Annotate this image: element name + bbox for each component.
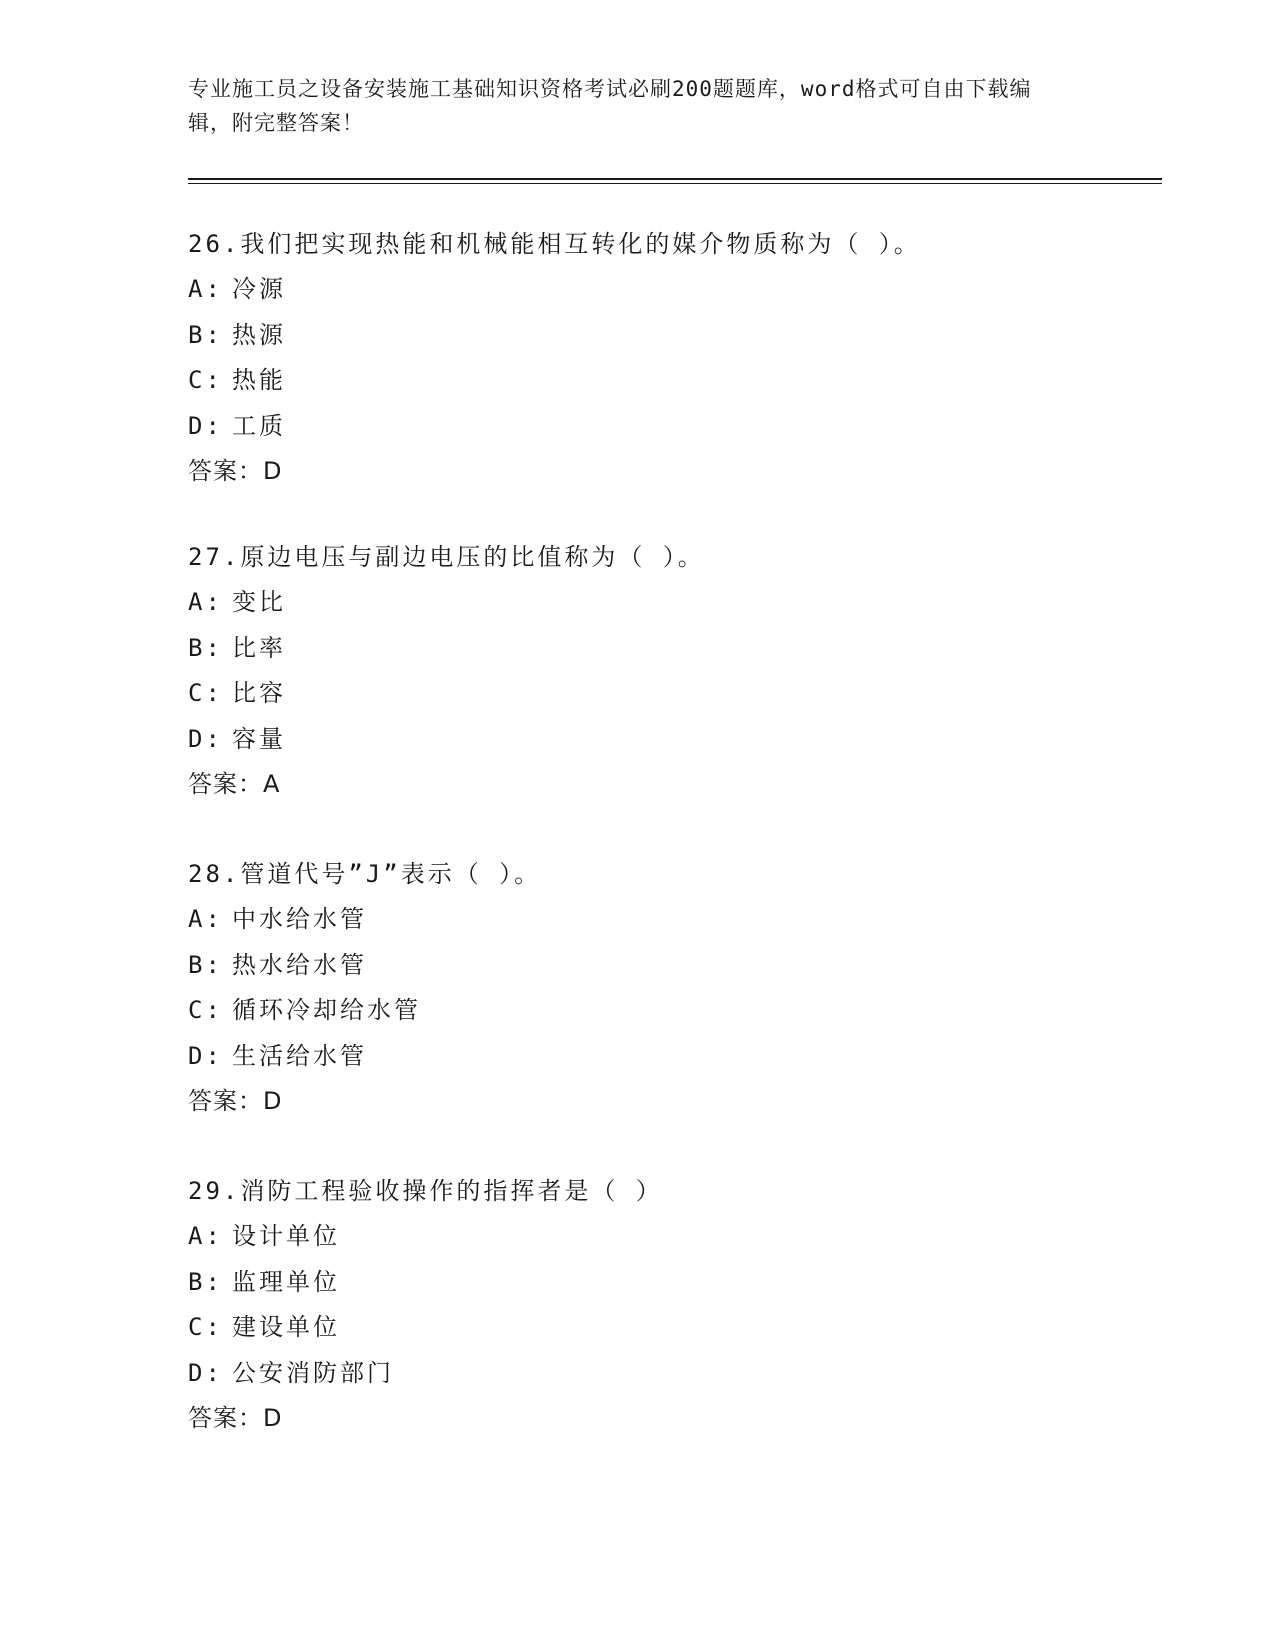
option-text: 热源 — [232, 320, 286, 349]
option-a — [188, 897, 1148, 943]
option-text: 中水给水管 — [232, 905, 367, 933]
option-a — [188, 1214, 1148, 1260]
option-b — [188, 943, 1148, 989]
option-c — [188, 358, 1148, 404]
option-text: 生活给水管 — [232, 1041, 367, 1070]
option-text: 热水给水管 — [232, 950, 367, 979]
option-letter: B: — [188, 320, 223, 349]
option-b — [188, 313, 1148, 359]
option-letter: A: — [188, 1222, 223, 1250]
option-letter: D: — [188, 724, 223, 753]
option-letter: C: — [188, 996, 223, 1024]
option-letter: D: — [188, 1358, 223, 1387]
option-letter: C: — [188, 679, 223, 707]
option-letter: D: — [188, 411, 223, 440]
question-title: 27.原边电压与副边电压的比值称为（ ）。 — [188, 543, 705, 571]
option-text: 比容 — [232, 679, 286, 707]
option-text: 设计单位 — [232, 1222, 340, 1250]
option-d — [188, 717, 1148, 763]
answer-line: 答案：A — [188, 770, 281, 798]
question-block — [188, 1169, 1148, 1441]
option-text: 容量 — [232, 724, 286, 753]
option-text: 变比 — [232, 588, 286, 616]
option-c — [188, 988, 1148, 1034]
option-text: 建设单位 — [232, 1313, 340, 1341]
option-d — [188, 404, 1148, 450]
option-text: 热能 — [232, 366, 286, 394]
option-letter: B: — [188, 633, 223, 662]
header-divider-thin — [188, 183, 1162, 184]
option-letter: C: — [188, 366, 223, 394]
option-text: 循环冷却给水管 — [232, 996, 421, 1024]
document-header: 专业施工员之设备安装施工基础知识资格考试必刷200题题库，word格式可自由下载编辑，附完整答案！ — [188, 77, 1032, 135]
option-letter: A: — [188, 905, 223, 933]
option-a — [188, 267, 1148, 313]
option-letter: B: — [188, 950, 223, 979]
option-b — [188, 626, 1148, 672]
option-text: 冷源 — [232, 275, 286, 303]
question-block — [188, 852, 1148, 1124]
question-title: 28.管道代号”J”表示（ ）。 — [188, 860, 542, 888]
option-letter: B: — [188, 1267, 223, 1296]
option-c — [188, 671, 1148, 717]
question-block — [188, 222, 1148, 494]
question-title: 26.我们把实现热能和机械能相互转化的媒介物质称为（ ）。 — [188, 230, 921, 258]
option-c — [188, 1305, 1148, 1351]
option-d — [188, 1034, 1148, 1080]
option-d — [188, 1351, 1148, 1397]
option-letter: A: — [188, 588, 223, 616]
question-block — [188, 535, 1148, 807]
answer-line: 答案：D — [188, 457, 283, 485]
option-a — [188, 580, 1148, 626]
option-b — [188, 1260, 1148, 1306]
option-text: 公安消防部门 — [232, 1358, 394, 1387]
option-letter: D: — [188, 1041, 223, 1070]
option-text: 比率 — [232, 633, 286, 662]
header-divider-thick — [188, 178, 1162, 180]
option-text: 监理单位 — [232, 1267, 340, 1296]
question-title: 29.消防工程验收操作的指挥者是（ ） — [188, 1177, 663, 1205]
answer-line: 答案：D — [188, 1404, 283, 1432]
option-letter: A: — [188, 275, 223, 303]
answer-line: 答案：D — [188, 1087, 283, 1115]
option-letter: C: — [188, 1313, 223, 1341]
option-text: 工质 — [232, 411, 286, 440]
